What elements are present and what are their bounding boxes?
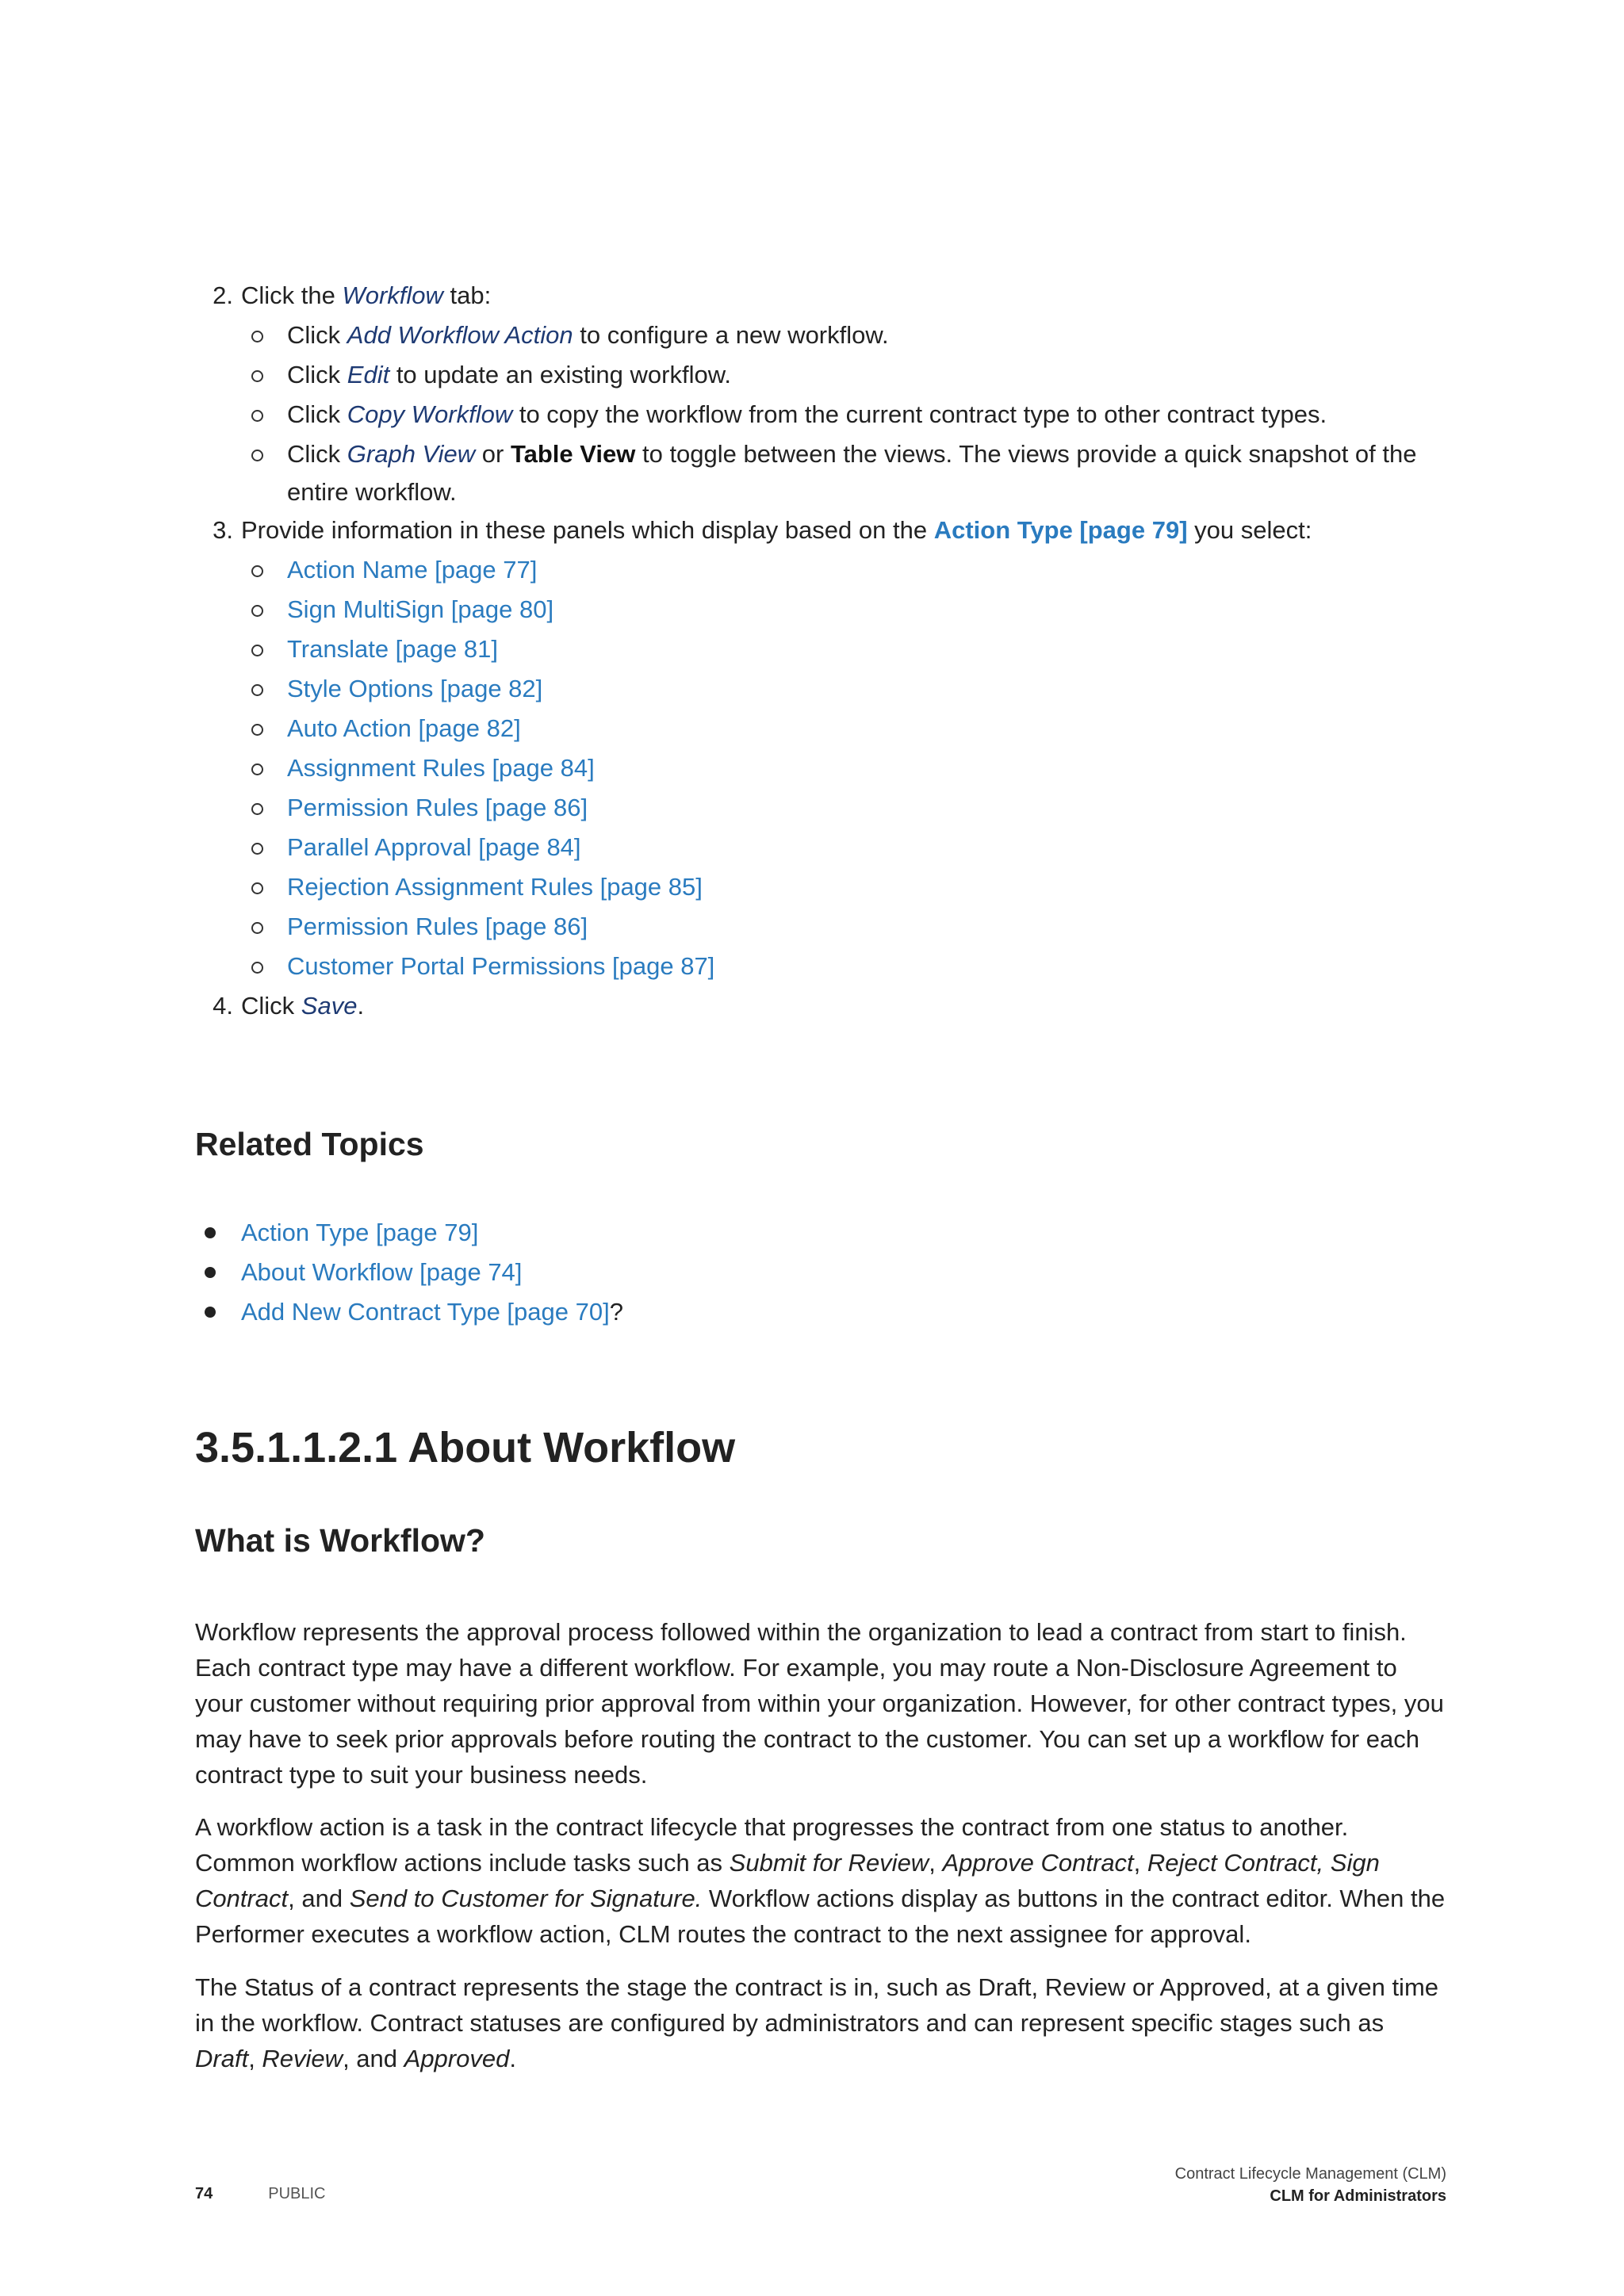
step-3 bbox=[195, 511, 1448, 986]
substep-text: Click bbox=[287, 440, 347, 468]
ui-term-table-view: Table View bbox=[510, 440, 636, 468]
panel-link-item bbox=[287, 947, 1448, 986]
paragraph-text: A workflow action is a task in the contract lifecycle that progresses the contract from one status to another. Common workflow actions include tasks such as bbox=[195, 1813, 1349, 1877]
link-related-about-workflow[interactable]: About Workflow [page 74] bbox=[241, 1258, 523, 1286]
related-topics-list bbox=[195, 1213, 623, 1332]
paragraph-text: , bbox=[929, 1849, 943, 1877]
related-topic-item bbox=[195, 1253, 623, 1292]
link-related-action-type[interactable]: Action Type [page 79] bbox=[241, 1219, 479, 1246]
term-approve-contract: Approve Contract bbox=[942, 1849, 1134, 1877]
substep-text: Click bbox=[287, 321, 347, 349]
link-assignment-rules[interactable]: Assignment Rules [page 84] bbox=[287, 754, 595, 782]
step-2-substeps bbox=[241, 316, 1448, 511]
panel-link-item bbox=[287, 590, 1448, 629]
ui-term-save: Save bbox=[301, 992, 358, 1020]
link-sign-multisign[interactable]: Sign MultiSign [page 80] bbox=[287, 595, 554, 623]
link-auto-action[interactable]: Auto Action [page 82] bbox=[287, 714, 521, 742]
step-text: Click bbox=[241, 992, 301, 1020]
paragraph-text: Workflow actions display as buttons in the contract editor. When the Performer executes a workflow action, CLM routes the contract to the next assignee for approval. bbox=[195, 1885, 1446, 1948]
ui-term-graph-view: Graph View bbox=[347, 440, 476, 468]
step-4 bbox=[195, 986, 1448, 1026]
step-number: 2. bbox=[213, 281, 233, 309]
paragraph-contract-status bbox=[195, 1969, 1448, 2076]
ui-term-add-workflow-action: Add Workflow Action bbox=[347, 321, 573, 349]
substep-text: Click bbox=[287, 361, 347, 388]
paragraph-text: , bbox=[248, 2045, 262, 2072]
paragraph-text: , and bbox=[343, 2045, 404, 2072]
substep bbox=[287, 434, 1448, 511]
paragraph-text: The Status of a contract represents the stage the contract is in, such as Draft, Review or Approved, at a given time in the workflow. Contract statuses are configured by administrators and can represent specific stages such as bbox=[195, 1973, 1439, 2037]
term-approved: Approved bbox=[404, 2045, 510, 2072]
substep-text: to toggle between the views. The views provide a quick snapshot of the bbox=[635, 440, 1417, 468]
link-action-name[interactable]: Action Name [page 77] bbox=[287, 556, 538, 584]
substep bbox=[287, 395, 1448, 434]
step-number: 3. bbox=[213, 516, 233, 544]
panel-link-item bbox=[287, 788, 1448, 828]
procedure-steps bbox=[195, 276, 1448, 1026]
page-number: 74 bbox=[195, 2185, 213, 2202]
substep-text: to configure a new workflow. bbox=[573, 321, 889, 349]
panel-link-item bbox=[287, 748, 1448, 788]
related-topic-item bbox=[195, 1213, 623, 1253]
step-text: . bbox=[357, 992, 365, 1020]
paragraph-workflow-definition: Workflow represents the approval process followed within the organization to lead a contract from start to finish. Each contract type may have a different workflow. For example, you may route a Non-Disclosure Agreement to your customer without requiring prior approval from within your organization. However, for other contract types, you may have to seek prior approvals before routing the contract to the customer. You can set up a workflow for each contract type to suit your business needs. bbox=[195, 1618, 1444, 1789]
panel-link-item bbox=[287, 709, 1448, 748]
step-text: Click the bbox=[241, 281, 343, 309]
footer-doc-subtitle: CLM for Administrators bbox=[1270, 2187, 1446, 2205]
panel-link-item bbox=[287, 907, 1448, 947]
step-text: you select: bbox=[1187, 516, 1312, 544]
substep-text-continued: entire workflow. bbox=[287, 478, 457, 506]
footer-right bbox=[1175, 2163, 1446, 2207]
ui-term-copy-workflow: Copy Workflow bbox=[347, 400, 513, 428]
substep-text: Click bbox=[287, 400, 347, 428]
link-action-type[interactable]: Action Type [page 79] bbox=[933, 516, 1188, 544]
paragraph-text: , and bbox=[288, 1885, 350, 1912]
panel-link-item bbox=[287, 828, 1448, 867]
panel-link-item bbox=[287, 550, 1448, 590]
link-style-options[interactable]: Style Options [page 82] bbox=[287, 675, 543, 702]
step-number: 4. bbox=[213, 992, 233, 1020]
link-related-add-new-contract-type[interactable]: Add New Contract Type [page 70] bbox=[241, 1298, 610, 1326]
link-translate[interactable]: Translate [page 81] bbox=[287, 635, 498, 663]
paragraph-text: , bbox=[1133, 1849, 1147, 1877]
panel-link-item bbox=[287, 669, 1448, 709]
term-submit-for-review: Submit for Review bbox=[729, 1849, 929, 1877]
footer-left bbox=[195, 2185, 326, 2203]
panel-link-item bbox=[287, 867, 1448, 907]
ui-term-workflow: Workflow bbox=[342, 281, 443, 309]
related-topics-heading: Related Topics bbox=[195, 1126, 424, 1162]
classification-label: PUBLIC bbox=[268, 2185, 326, 2202]
step-3-panel-links bbox=[241, 550, 1448, 986]
link-customer-portal-permissions[interactable]: Customer Portal Permissions [page 87] bbox=[287, 952, 715, 980]
paragraph-workflow-action bbox=[195, 1809, 1448, 1952]
ui-term-edit: Edit bbox=[347, 361, 390, 388]
substep bbox=[287, 316, 1448, 355]
footer-doc-title: Contract Lifecycle Management (CLM) bbox=[1174, 2165, 1446, 2183]
paragraph-text: . bbox=[509, 2045, 516, 2072]
link-parallel-approval[interactable]: Parallel Approval [page 84] bbox=[287, 833, 581, 861]
link-permission-rules-2[interactable]: Permission Rules [page 86] bbox=[287, 913, 588, 940]
link-rejection-assignment-rules[interactable]: Rejection Assignment Rules [page 85] bbox=[287, 873, 703, 901]
panel-link-item bbox=[287, 629, 1448, 669]
related-suffix: ? bbox=[609, 1298, 623, 1326]
term-send-to-customer: Send to Customer for Signature. bbox=[349, 1885, 703, 1912]
substep-text: to update an existing workflow. bbox=[389, 361, 732, 388]
term-reject-sign-contract: Reject Contract, Sign Contract bbox=[195, 1849, 1380, 1912]
step-text: Provide information in these panels which display based on the bbox=[241, 516, 934, 544]
term-review: Review bbox=[262, 2045, 343, 2072]
substep bbox=[287, 355, 1448, 395]
term-draft: Draft bbox=[195, 2045, 249, 2072]
substep-text: or bbox=[475, 440, 511, 468]
substep-text: to copy the workflow from the current contract type to other contract types. bbox=[512, 400, 1327, 428]
step-text: tab: bbox=[442, 281, 492, 309]
subsection-heading: What is Workflow? bbox=[195, 1522, 485, 1559]
section-heading: 3.5.1.1.2.1 About Workflow bbox=[195, 1424, 736, 1471]
link-permission-rules[interactable]: Permission Rules [page 86] bbox=[287, 794, 588, 821]
related-topic-item bbox=[195, 1292, 623, 1332]
step-2 bbox=[195, 276, 1448, 511]
